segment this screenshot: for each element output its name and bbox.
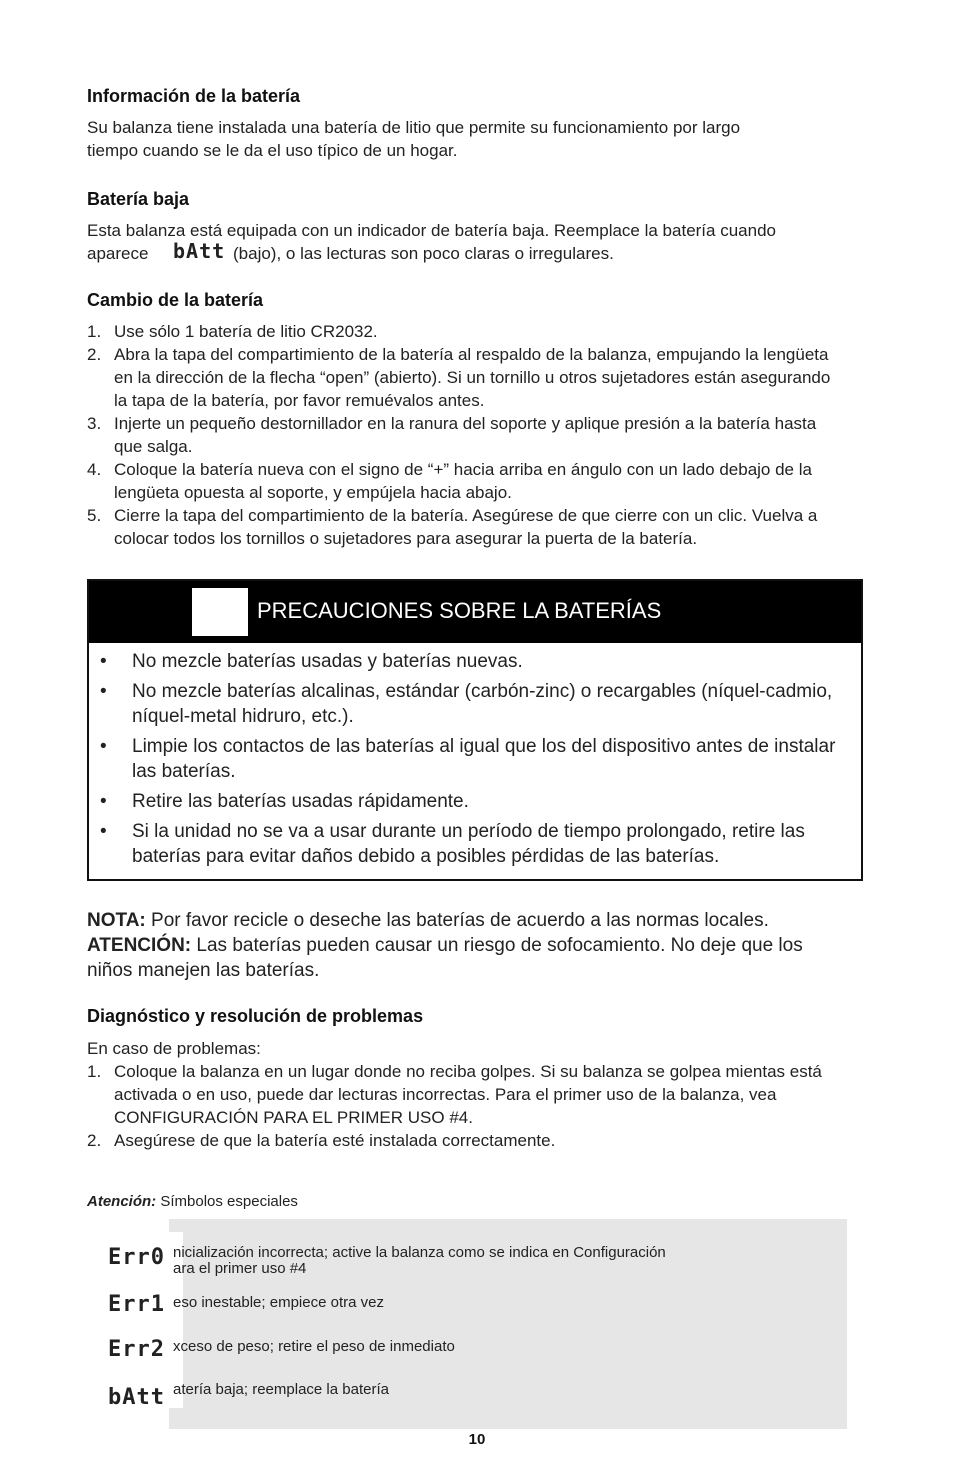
- symbol-desc: nicialización incorrecta; active la balanza como se indica en Configuración ara el primer uso #4: [173, 1244, 666, 1277]
- battery-info-line: Su balanza tiene instalada una batería de litio que permite su funcionamiento por largo: [87, 118, 741, 137]
- low-battery-line-pre: aparece: [87, 244, 149, 263]
- atencion-text-cont: niños manejen las baterías.: [87, 960, 320, 981]
- batt-lcd-icon: bAtt: [108, 1385, 165, 1410]
- nota-label: NOTA:: [87, 910, 146, 931]
- list-item: 2. Asegúrese de que la batería esté instalada correctamente.: [87, 1131, 556, 1150]
- battery-info-text: [87, 116, 877, 162]
- list-item: • No mezcle baterías alcalinas, estándar (carbón-zinc) o recargables (níquel-cadmio, níquel-metal hidruro, etc.).: [89, 679, 859, 729]
- symbols-label: Atención:: [87, 1193, 157, 1210]
- list-item: 3. Injerte un pequeño destornillador en la ranura del soporte y aplique presión a la batería hasta que salga.: [87, 414, 817, 456]
- precautions-header: [89, 581, 861, 643]
- atencion-label: ATENCIÓN:: [87, 935, 192, 956]
- list-item: • Retire las baterías usadas rápidamente.: [89, 789, 859, 814]
- precautions-title: PRECAUCIONES SOBRE LA BATERÍAS: [257, 598, 662, 623]
- notes-block: [87, 908, 877, 983]
- low-battery-text: [87, 219, 887, 265]
- battery-change-steps: [87, 320, 847, 550]
- list-item: 1. Use sólo 1 batería de litio CR2032.: [87, 322, 378, 341]
- low-battery-heading: Batería baja: [87, 189, 190, 209]
- battery-change-heading: Cambio de la batería: [87, 290, 264, 310]
- err0-lcd-icon: Err0: [108, 1245, 165, 1270]
- troubleshooting-intro: En caso de problemas:: [87, 1039, 261, 1058]
- err2-lcd-icon: Err2: [108, 1337, 165, 1362]
- battery-info-heading: Información de la batería: [87, 86, 301, 106]
- list-item: • Limpie los contactos de las baterías al igual que los del dispositivo antes de instalar las baterías.: [89, 734, 859, 784]
- troubleshooting-steps: [87, 1060, 872, 1152]
- list-item: 1. Coloque la balanza en un lugar donde no reciba golpes. Si su balanza se golpea mientas está activada o en uso, puede dar lecturas incorrectas. Para el primer uso de la balanza, vea CONFIGURACIÓN PARA EL PRIMER USO #4.: [87, 1062, 822, 1127]
- precautions-list: [89, 649, 859, 874]
- nota-line: [87, 908, 877, 933]
- list-item: 2. Abra la tapa del compartimiento de la batería al respaldo de la balanza, empujando la lengüeta en la dirección de la flecha “open” (abierto). Si un tornillo u otros sujetadores están asegurando la tapa de la batería, por favor remuévalos antes.: [87, 345, 831, 410]
- list-item: 4. Coloque la batería nueva con el signo de “+” hacia arriba en ángulo con un lado debajo de la lengüeta opuesta al soporte, y empújela hacia abajo.: [87, 460, 812, 502]
- symbol-desc: eso inestable; empiece otra vez: [173, 1294, 384, 1311]
- low-battery-line-post: (bajo), o las lecturas son poco claras o irregulares.: [233, 244, 614, 263]
- battery-info-line: tiempo cuando se le da el uso típico de un hogar.: [87, 141, 458, 160]
- list-item: • No mezcle baterías usadas y baterías nuevas.: [89, 649, 859, 674]
- batt-lcd-icon: bAtt: [173, 239, 226, 263]
- symbol-desc: atería baja; reemplace la batería: [173, 1381, 389, 1398]
- symbols-caption: [87, 1193, 298, 1210]
- battery-precautions-box: [87, 579, 863, 881]
- warning-icon: [192, 588, 248, 636]
- err1-lcd-icon: Err1: [108, 1292, 165, 1317]
- symbol-desc: xceso de peso; retire el peso de inmediato: [173, 1338, 455, 1355]
- list-item: • Si la unidad no se va a usar durante un período de tiempo prolongado, retire las baterías para evitar daños debido a posibles pérdidas de las baterías.: [89, 819, 859, 869]
- symbols-title: Símbolos especiales: [160, 1193, 298, 1210]
- low-battery-line: Esta balanza está equipada con un indicador de batería baja. Reemplace la batería cuando: [87, 221, 776, 240]
- troubleshooting-heading: Diagnóstico y resolución de problemas: [87, 1006, 424, 1026]
- page-number: 10: [468, 1431, 486, 1448]
- list-item: 5. Cierre la tapa del compartimiento de la batería. Asegúrese de que cierre con un clic. Vuelva a colocar todos los tornillos o sujetadores para asegurar la puerta de la batería.: [87, 506, 818, 548]
- nota-text: Por favor recicle o deseche las baterías de acuerdo a las normas locales.: [151, 910, 769, 931]
- atencion-line: [87, 933, 877, 958]
- atencion-text: Las baterías pueden causar un riesgo de sofocamiento. No deje que los: [196, 935, 803, 956]
